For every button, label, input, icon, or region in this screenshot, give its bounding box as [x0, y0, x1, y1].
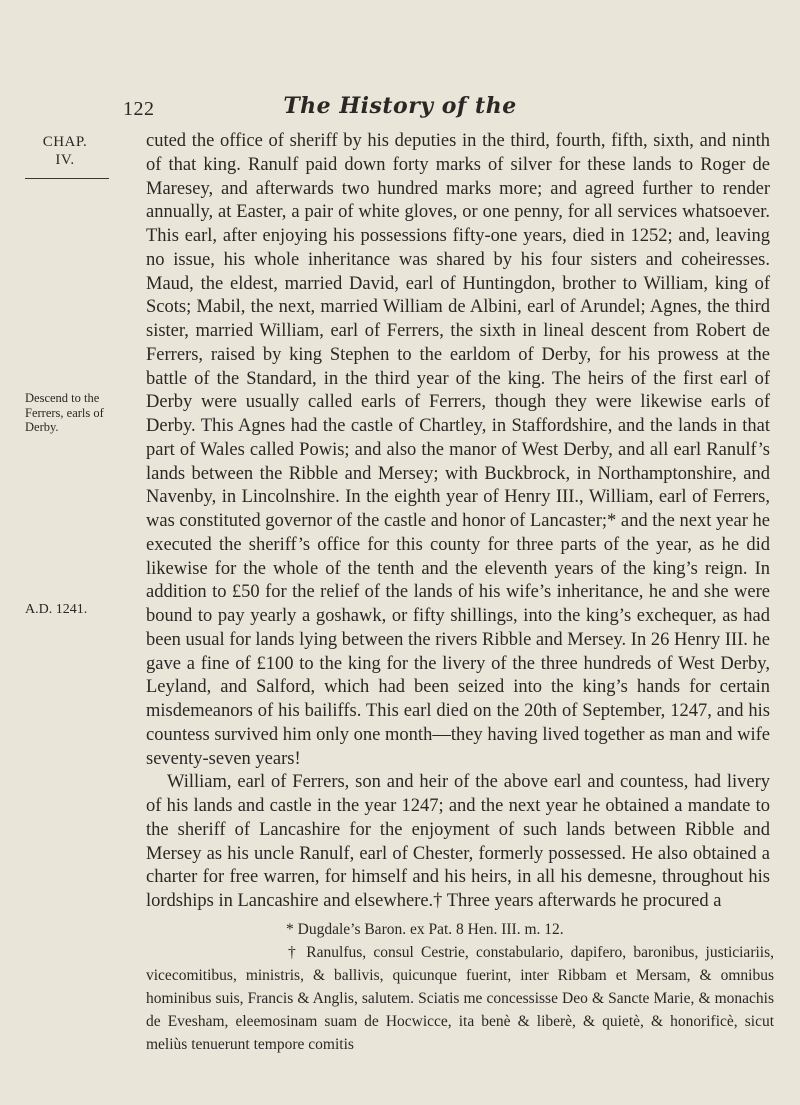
footnote-1: * Dugdale’s Baron. ex Pat. 8 Hen. III. m. 12.: [286, 921, 564, 938]
chapter-label-line2: IV.: [55, 152, 75, 168]
paragraph-1: cuted the office of sheriff by his deputies in the third, fourth, fifth, sixth, and ninth of that king. Ranulf paid down forty marks of silver for these lands to Roger de Maresey, and afterwards two hundred marks more; and agreed further to render annually, at Easter, a pair of white gloves, or one penny, for all services whatsoever. This earl, after enjoying his possessions fifty-one years, died in 1252; and, leaving no issue, his whole inheritance was shared by his four sisters and coheiresses. Maud, the eldest, married David, earl of Huntingdon, brother to William, king of Scots; Mabil, the next, married William de Albini, earl of Arundel; Agnes, the third sister, married William, earl of Ferrers, the sixth in lineal descent from Robert de Ferrers, raised by king Stephen to the earldom of Derby, for his prowess at the battle of the Standard, in the third year of the king. The heirs of the first earl of Derby were usually called earls of Ferrers, though they were likewise earls of Derby. This Agnes had the castle of Chartley, in Staffordshire, and the lands in that part of Wales called Powis; and also the manor of West Derby, and all earl Ranulf’s lands between the Ribble and Mersey; with Buckbrock, in Northamptonshire, and Navenby, in Lincolnshire. In the eighth year of Henry III., William, earl of Ferrers, was constituted governor of the castle and honor of Lancaster;* and the next year he executed the sheriff’s office for this county for three parts of the year, as he did likewise for the whole of the tenth and the eleventh years of the king’s reign. In addition to £50 for the relief of the lands of his wife’s inheritance, he and she were bound to pay yearly a goshawk, or fifty shillings, into the king’s exchequer, as had been usual for lands lying between the rivers Ribble and Mersey. In 26 Henry III. he gave a fine of £100 to the king for the livery of the three hundreds of West Derby, Leyland, and Salford, which had been seized into the king’s hands for certain misdemeanors of his bailiffs. This earl died on the 20th of September, 1247, and his countess survived him only one month—they having lived together as man and wife seventy-seven years!: [146, 131, 771, 769]
paragraph-2: William, earl of Ferrers, son and heir of the above earl and countess, had livery of his lands and castle in the year 1247; and the next year he obtained a mandate to the sheriff of Lancashire for the enjoyment of such lands between Ribble and Mersey as his uncle Ranulf, earl of Chester, formerly possessed. He also obtained a charter for free warren, for himself and his heirs, in all his demesne, throughout his lordships in Lancashire and elsewhere.† Three years afterwards he procured a: [146, 772, 770, 911]
main-text: [146, 130, 770, 914]
margin-note-date: A.D. 1241.: [25, 602, 88, 617]
chapter-divider: [25, 178, 109, 179]
footnote-2: † Ranulfus, consul Cestrie, constabulario, dapifero, baronibus, justiciariis, vicecomitibus, ministris, & ballivis, quicunque fuerint, inter Ribbam et Mersam, & omnibus hominibus suis, Francis & Anglis, salutem. Sciatis me concessisse Deo & Sancte Marie, & monachis de Evesham, eleemosinam suam de Hocwicce, ita benè & liberè, & quietè, & honorificè, sicut meliùs tenuerunt tempore comitis: [146, 944, 774, 1053]
chapter-label: [25, 133, 105, 169]
chapter-label-line1: CHAP.: [42, 134, 88, 150]
page-number: 122: [123, 98, 155, 120]
footnotes: [146, 918, 774, 1056]
running-header-title: The History of the: [283, 93, 517, 119]
margin-note-descent: Descend to the Ferrers, earls of Derby.: [25, 391, 104, 434]
